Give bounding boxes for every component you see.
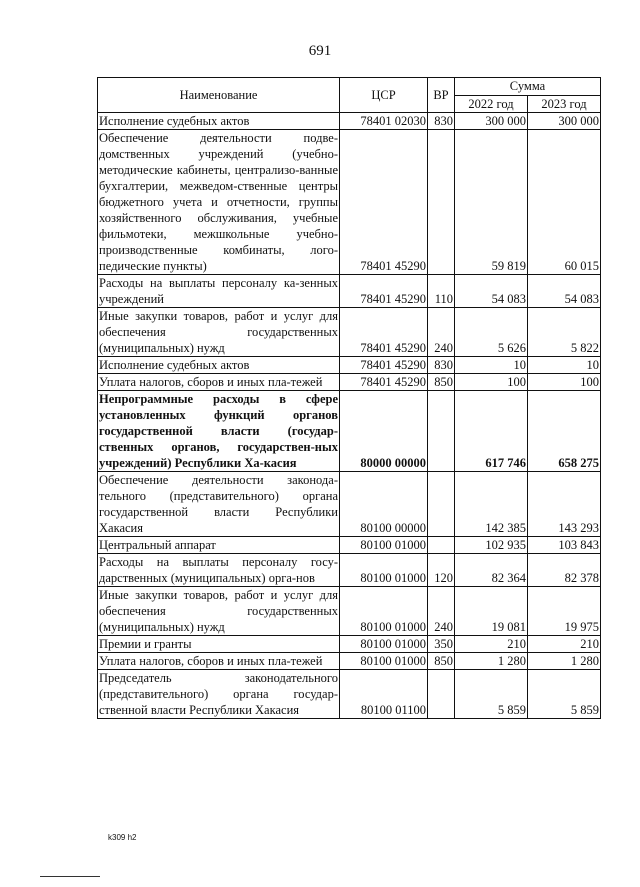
row-amount-2023-cell: 1 280	[528, 653, 601, 670]
row-name-cell: Уплата налогов, сборов и иных пла-тежей	[98, 374, 340, 391]
table-row	[98, 130, 601, 275]
row-vr-cell	[428, 472, 455, 537]
row-vr-cell	[428, 130, 455, 275]
table-row	[98, 554, 601, 587]
row-amount-2023-cell: 82 378	[528, 554, 601, 587]
row-vr-cell	[428, 391, 455, 472]
row-vr-cell: 830	[428, 113, 455, 130]
row-amount-2022-cell: 617 746	[455, 391, 528, 472]
row-vr-cell: 240	[428, 308, 455, 357]
page-number: 691	[308, 43, 332, 59]
row-amount-2023-cell: 5 859	[528, 670, 601, 719]
row-amount-2022-cell: 5 859	[455, 670, 528, 719]
row-amount-2023-cell: 658 275	[528, 391, 601, 472]
row-name-cell: Расходы на выплаты персоналу госу-дарственных (муниципальных) орга-нов	[99, 555, 338, 585]
table-row	[98, 113, 601, 130]
table-body	[98, 113, 601, 719]
row-csr-cell: 80100 01000	[340, 636, 428, 653]
row-name-cell: Непрограммные расходы в сфере установленных функций органов государственной власти (государ-ственных органов, государствен-ных учреждений) Республики Ха-касия	[99, 392, 338, 470]
table-row	[98, 472, 601, 537]
row-amount-2022-cell: 102 935	[455, 537, 528, 554]
row-csr-cell: 80100 01000	[340, 653, 428, 670]
table-row	[98, 653, 601, 670]
header-csr: ЦСР	[340, 78, 428, 113]
row-amount-2022-cell: 5 626	[455, 308, 528, 357]
header-year-2022: 2022 год	[455, 95, 528, 113]
row-name-cell: Иные закупки товаров, работ и услуг для обеспечения государственных (муниципальных) нужд	[99, 309, 338, 355]
header-year-2023: 2023 год	[528, 95, 601, 113]
row-vr-cell: 110	[428, 275, 455, 308]
table-row	[98, 275, 601, 308]
table-row	[98, 537, 601, 554]
footer-code: k309 h2	[108, 833, 137, 842]
row-amount-2022-cell: 59 819	[455, 130, 528, 275]
header-sum: Сумма	[455, 78, 601, 96]
row-vr-cell: 850	[428, 653, 455, 670]
table-row	[98, 374, 601, 391]
row-amount-2022-cell: 1 280	[455, 653, 528, 670]
row-amount-2022-cell: 19 081	[455, 587, 528, 636]
row-vr-cell: 350	[428, 636, 455, 653]
table-row	[98, 357, 601, 374]
row-amount-2022-cell: 142 385	[455, 472, 528, 537]
row-amount-2022-cell: 54 083	[455, 275, 528, 308]
row-amount-2022-cell: 100	[455, 374, 528, 391]
row-vr-cell: 120	[428, 554, 455, 587]
row-name-cell: Председатель законодательного (представительного) органа государ-ственной власти Республики Хакасия	[99, 671, 338, 717]
row-amount-2023-cell: 103 843	[528, 537, 601, 554]
row-amount-2023-cell: 60 015	[528, 130, 601, 275]
row-csr-cell: 80100 01000	[340, 537, 428, 554]
row-csr-cell: 78401 02030	[340, 113, 428, 130]
row-amount-2023-cell: 143 293	[528, 472, 601, 537]
table-row	[98, 587, 601, 636]
row-csr-cell: 80100 01000	[340, 587, 428, 636]
row-csr-cell: 78401 45290	[340, 308, 428, 357]
row-csr-cell: 78401 45290	[340, 374, 428, 391]
row-amount-2022-cell: 300 000	[455, 113, 528, 130]
row-csr-cell: 80100 00000	[340, 472, 428, 537]
row-name-cell: Центральный аппарат	[98, 537, 340, 554]
budget-table	[97, 77, 601, 719]
row-amount-2023-cell: 300 000	[528, 113, 601, 130]
row-name-cell: Исполнение судебных актов	[98, 113, 340, 130]
row-vr-cell	[428, 537, 455, 554]
row-amount-2023-cell: 210	[528, 636, 601, 653]
header-name: Наименование	[98, 78, 340, 113]
row-csr-cell: 78401 45290	[340, 275, 428, 308]
row-amount-2023-cell: 5 822	[528, 308, 601, 357]
row-name-cell: Уплата налогов, сборов и иных пла-тежей	[98, 653, 340, 670]
row-name-cell: Расходы на выплаты персоналу ка-зенных учреждений	[99, 276, 338, 306]
row-name-cell: Обеспечение деятельности законода-тельного (представительного) органа государственной власти Республики Хакасия	[99, 473, 338, 535]
row-vr-cell: 830	[428, 357, 455, 374]
row-amount-2022-cell: 10	[455, 357, 528, 374]
row-name-cell: Исполнение судебных актов	[98, 357, 340, 374]
row-csr-cell: 80100 01100	[340, 670, 428, 719]
row-amount-2022-cell: 210	[455, 636, 528, 653]
table-row	[98, 670, 601, 719]
row-name-cell: Иные закупки товаров, работ и услуг для обеспечения государственных (муниципальных) нужд	[99, 588, 338, 634]
table-row	[98, 636, 601, 653]
footer-rule	[40, 876, 100, 877]
header-vr: ВР	[428, 78, 455, 113]
table-row	[98, 391, 601, 472]
row-amount-2023-cell: 19 975	[528, 587, 601, 636]
row-vr-cell	[428, 670, 455, 719]
row-csr-cell: 78401 45290	[340, 130, 428, 275]
row-vr-cell: 850	[428, 374, 455, 391]
row-amount-2022-cell: 82 364	[455, 554, 528, 587]
row-name-cell: Обеспечение деятельности подве-домственных учреждений (учебно-методические кабинеты, централизо-ванные бухгалтерии, межведом-ственные центры бюджетного учета и отчетности, группы хозяйственного обслуживания, учебные фильмотеки, межшкольные учебно-производственные комбинаты, лого-педические пункты)	[99, 131, 338, 273]
row-name-cell: Премии и гранты	[98, 636, 340, 653]
row-csr-cell: 80000 00000	[340, 391, 428, 472]
table-row	[98, 308, 601, 357]
row-amount-2023-cell: 100	[528, 374, 601, 391]
row-amount-2023-cell: 54 083	[528, 275, 601, 308]
row-vr-cell: 240	[428, 587, 455, 636]
row-csr-cell: 80100 01000	[340, 554, 428, 587]
row-amount-2023-cell: 10	[528, 357, 601, 374]
row-csr-cell: 78401 45290	[340, 357, 428, 374]
